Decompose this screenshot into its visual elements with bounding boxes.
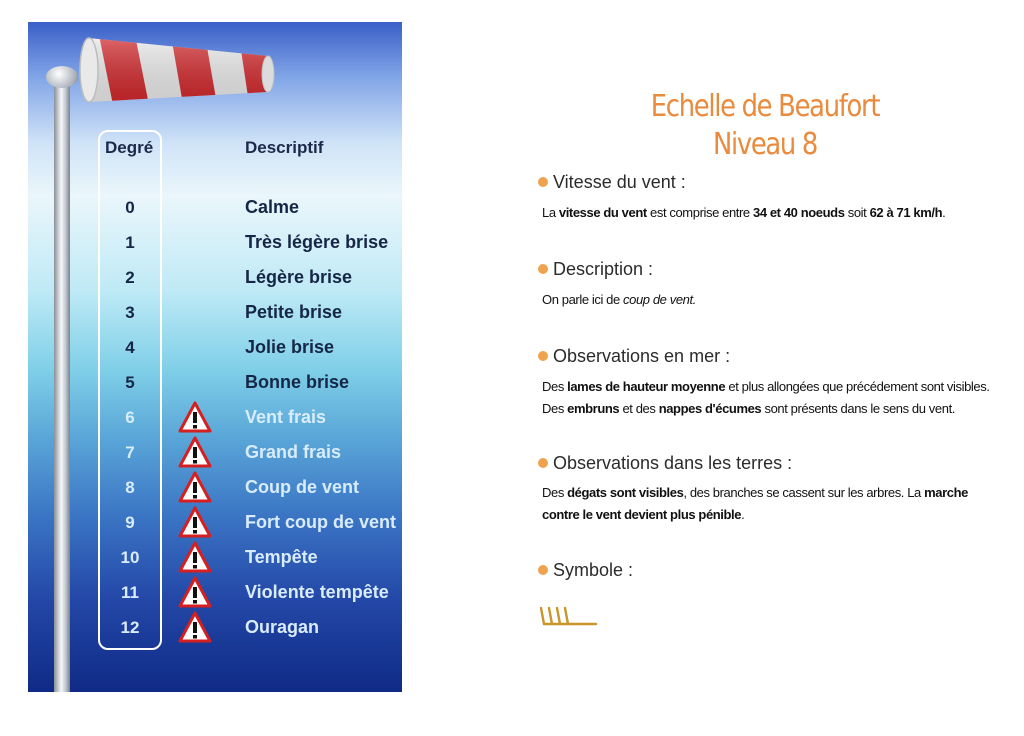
warning-triangle-icon	[178, 506, 212, 538]
scale-label: Calme	[245, 197, 300, 217]
section-heading-land: Observations dans les terres :	[538, 453, 792, 474]
warning-triangle-icon	[178, 471, 212, 503]
scale-label: Petite brise	[245, 302, 343, 322]
wind-barb-icon	[540, 604, 600, 628]
scale-label: Vent frais	[245, 407, 327, 427]
scale-row	[28, 505, 402, 540]
section-heading-speed: Vitesse du vent :	[538, 172, 686, 193]
bullet-icon	[538, 177, 548, 187]
degree-column-header: Degré	[105, 138, 154, 157]
warning-triangle-icon	[178, 401, 212, 433]
scale-label: Très légère brise	[245, 232, 389, 252]
scale-row	[28, 470, 402, 505]
land-paragraph: Des dégats sont visibles, des branches se cassent sur les arbres. La marche contre le vent devient plus pénible.	[542, 485, 968, 522]
scale-degree: 7	[125, 443, 135, 462]
warning-triangle-icon	[178, 611, 212, 643]
scale-row	[28, 575, 402, 610]
scale-degree: 8	[125, 478, 135, 497]
scale-label: Violente tempête	[245, 582, 389, 602]
scale-label: Coup de vent	[245, 477, 360, 497]
scale-degree: 11	[121, 583, 139, 602]
scale-degree: 10	[120, 548, 140, 567]
scale-label: Jolie brise	[245, 337, 335, 357]
page-title	[589, 88, 942, 164]
section-heading-description: Description :	[538, 259, 653, 280]
scale-degree: 6	[125, 408, 135, 427]
bullet-icon	[538, 264, 548, 274]
warning-triangle-icon	[178, 541, 212, 573]
scale-row	[28, 295, 402, 330]
section-heading-symbol: Symbole :	[538, 560, 633, 581]
bullet-icon	[538, 565, 548, 575]
pole-cap	[46, 66, 78, 88]
bullet-icon	[538, 458, 548, 468]
scale-row	[28, 435, 402, 470]
beaufort-scale-image	[28, 22, 402, 692]
scale-row	[28, 190, 402, 225]
bullet-icon	[538, 351, 548, 361]
scale-label: Ouragan	[245, 617, 320, 637]
description-paragraph: On parle ici de coup de vent.	[542, 292, 696, 307]
scale-label: Tempête	[245, 547, 318, 567]
title-line-2: Niveau 8	[712, 127, 818, 162]
scale-row	[28, 260, 402, 295]
scale-row	[28, 540, 402, 575]
scale-degree: 1	[125, 233, 135, 252]
title-line-1: Echelle de Beaufort	[650, 89, 880, 124]
scale-row	[28, 365, 402, 400]
scale-degree: 0	[125, 198, 135, 217]
warning-triangle-icon	[178, 436, 212, 468]
section-heading-sea: Observations en mer :	[538, 346, 730, 367]
scale-row	[28, 225, 402, 260]
windsock-icon	[78, 30, 278, 110]
warning-triangle-icon	[178, 576, 212, 608]
scale-degree: 4	[125, 338, 135, 357]
scale-label: Légère brise	[245, 267, 353, 287]
scale-label: Grand frais	[245, 442, 342, 462]
descriptif-column-header: Descriptif	[245, 138, 324, 157]
sea-paragraph: Des lames de hauteur moyenne et plus allongées que précédement sont visibles. Des embruns et des nappes d'écumes sont présents dans le sens du vent.	[542, 379, 990, 416]
scale-label: Bonne brise	[245, 372, 350, 392]
scale-degree: 9	[125, 513, 135, 532]
scale-degree: 3	[125, 303, 135, 322]
scale-row	[28, 400, 402, 435]
scale-label: Fort coup de vent	[245, 512, 397, 532]
scale-degree: 12	[120, 618, 140, 637]
speed-paragraph: La vitesse du vent est comprise entre 34 et 40 noeuds soit 62 à 71 km/h.	[542, 205, 946, 220]
scale-degree: 2	[125, 268, 135, 287]
scale-row	[28, 330, 402, 365]
scale-row	[28, 610, 402, 645]
scale-degree: 5	[125, 373, 135, 392]
